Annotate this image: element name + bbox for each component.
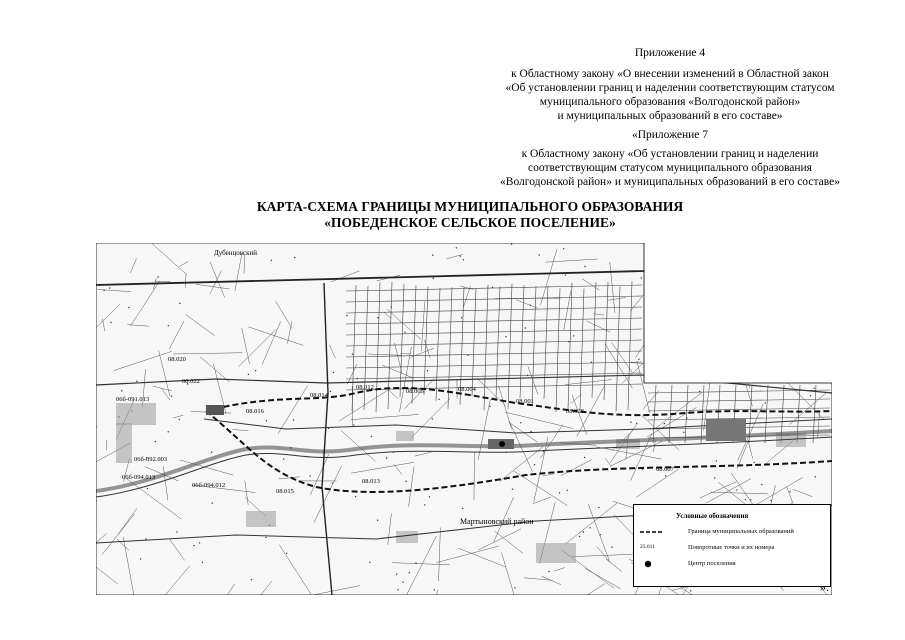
map-dot [813, 387, 814, 388]
map-dot [168, 431, 169, 432]
map-dot [309, 475, 310, 476]
map-line [714, 284, 742, 291]
map-dot [796, 256, 797, 257]
shaded-area [116, 423, 132, 463]
map-line [763, 375, 795, 378]
map-line [739, 338, 750, 388]
map-dot [741, 260, 742, 261]
map-dot [525, 327, 526, 328]
map-dot [176, 531, 177, 532]
turning-point-label: 08.005 [406, 388, 424, 395]
map-dot [754, 462, 755, 463]
settlement-marker [206, 405, 224, 415]
map-dot [377, 317, 378, 318]
map-dot [202, 562, 203, 563]
map-line [668, 250, 709, 300]
appendix-4-line: и муниципальных образований в его составе» [557, 110, 783, 122]
map-dot [534, 464, 535, 465]
map-line [794, 297, 810, 335]
map-line [712, 360, 723, 375]
map-dot [168, 325, 169, 326]
map-dot [694, 306, 695, 307]
map-dot [293, 419, 294, 420]
appendix-4-line: муниципального образования «Волгодонской район» [539, 96, 801, 108]
turning-point-label: 08.015 [276, 488, 294, 495]
map-dot [611, 546, 612, 547]
map-dot [171, 395, 172, 396]
appendix-7-line: «Волгодонской район» и муниципальных образований в его составе» [500, 176, 840, 188]
map-dot [271, 260, 272, 261]
map-dot [438, 399, 439, 400]
map-line [765, 262, 780, 290]
turning-point-label: 06б-092.003 [134, 456, 168, 463]
map-dot [636, 423, 637, 424]
map-line [829, 320, 832, 341]
map-dot [294, 257, 295, 258]
map-dot [386, 457, 387, 458]
appendix-7-block [470, 128, 870, 189]
map-dot [409, 572, 410, 573]
map-line [715, 326, 746, 337]
map-dot [591, 362, 592, 363]
turning-point-label: 08.028 [566, 408, 584, 415]
map-dot [265, 537, 266, 538]
map-dot [377, 520, 378, 521]
map-dot [584, 457, 585, 458]
map-dot [630, 422, 631, 423]
map-dot [103, 290, 104, 291]
map-dot [179, 303, 180, 304]
map-dot [179, 419, 180, 420]
legend-item-turning-point [640, 543, 826, 553]
map-dot [792, 298, 793, 299]
map-dot [346, 315, 347, 316]
map-dot [110, 322, 111, 323]
map-title-line-2: «ПОБЕДЕНСКОЕ СЕЛЬСКОЕ ПОСЕЛЕНИЕ» [324, 215, 616, 230]
turning-point-label: 08.001 [516, 398, 534, 405]
map-dot [330, 391, 331, 392]
map-dot [266, 420, 267, 421]
map-dot [765, 402, 766, 403]
map-dot [589, 527, 590, 528]
shaded-area [116, 403, 156, 425]
map-dot [559, 492, 560, 493]
turning-point-label: 08.012 [356, 384, 374, 391]
legend-title: Условные обозначения [676, 512, 749, 520]
map-dot [145, 538, 146, 539]
map-dot [415, 562, 416, 563]
map-dot [764, 328, 765, 329]
map-dot [461, 317, 462, 318]
map-dot [255, 370, 256, 371]
map-dot [638, 359, 639, 360]
map-dot [657, 342, 658, 343]
map-line [745, 247, 779, 305]
map-dot [121, 390, 122, 391]
map-dot [665, 475, 666, 476]
map-dot [212, 502, 213, 503]
map-dot [199, 542, 200, 543]
map-dot [714, 477, 715, 478]
map-line [656, 340, 664, 347]
map-line [677, 328, 697, 354]
settlement-center-dot [499, 441, 505, 447]
map-dot [404, 332, 405, 333]
turning-point-label: 08.022 [182, 378, 200, 385]
map-dot [193, 545, 194, 546]
map-dot [463, 259, 464, 260]
turning-point-label: 08.020 [168, 356, 186, 363]
map-dot [680, 311, 681, 312]
map-dot [563, 248, 564, 249]
map-dot [462, 508, 463, 509]
map-dot [748, 287, 749, 288]
map-dot [584, 266, 585, 267]
appendix-7-number: «Приложение 7 [631, 129, 709, 141]
map-dot [424, 504, 425, 505]
map-dot [641, 277, 642, 278]
map-dot [664, 423, 665, 424]
map-dot [739, 289, 740, 290]
settlement-marker [706, 419, 746, 441]
map-dot [136, 381, 137, 382]
turning-point-label: 08.016 [246, 408, 264, 415]
legend-label: Центр поселения [688, 560, 736, 567]
map-dot [714, 367, 715, 368]
map-line [694, 327, 757, 338]
map-dot [489, 406, 490, 407]
appendix-4-line: «Об установлении границ и наделении соответствующим статусом [505, 82, 835, 94]
map-dot [352, 354, 353, 355]
map-dot [211, 452, 212, 453]
map-dot [725, 296, 726, 297]
map-dot [433, 278, 434, 279]
turning-point-label: 06б-094.012 [192, 482, 226, 489]
map-dot [396, 573, 397, 574]
map-dot [434, 589, 435, 590]
boundary-line-icon [640, 527, 662, 537]
shaded-area [396, 431, 414, 441]
map-dot [147, 488, 148, 489]
place-label: Мартыновский район [460, 517, 534, 526]
shaded-area [246, 511, 276, 527]
map-dot [723, 309, 724, 310]
legend-label: Граница муниципальных образований [688, 528, 794, 535]
map-dot [770, 500, 771, 501]
turning-point-label: 06б-091.013 [116, 396, 150, 403]
map-dot [690, 590, 691, 591]
map-dot [332, 482, 333, 483]
settlement-center-icon [640, 559, 662, 569]
turning-point-label: 08.014 [310, 392, 328, 399]
shaded-area [536, 543, 576, 563]
map-dot [736, 489, 737, 490]
map-line [799, 263, 809, 274]
appendix-7-line: соответствующим статусом муниципального образования [528, 162, 812, 174]
turning-point-label: 06б-094.013 [122, 474, 156, 481]
map-line [703, 300, 732, 353]
map-dot [598, 507, 599, 508]
legend-item-boundary [640, 527, 826, 537]
map-dot [567, 490, 568, 491]
map-dot [777, 250, 778, 251]
map-dot [530, 431, 531, 432]
map-dot [825, 331, 826, 332]
map-dot [155, 441, 156, 442]
map-line [678, 303, 687, 314]
legend-label: Поворотные точки и их номера [688, 544, 775, 551]
map-dot [460, 255, 461, 256]
turning-point-label: 08.004 [458, 386, 476, 393]
map-dot [530, 305, 531, 306]
map-dot [818, 313, 819, 314]
map-dot [810, 395, 811, 396]
map-dot [548, 571, 549, 572]
turning-point-label: 08.013 [362, 478, 380, 485]
map-dot [745, 499, 746, 500]
map-dot [579, 536, 580, 537]
map-dot [140, 558, 141, 559]
appendix-4-block [480, 46, 860, 123]
map-dot [683, 432, 684, 433]
map-dot [333, 372, 334, 373]
map-line [645, 252, 649, 280]
map-dot [432, 254, 433, 255]
map-dot [512, 489, 513, 490]
map-dot [789, 491, 790, 492]
appendix-7-line: к Областному закону «Об установлении границ и наделении [521, 148, 819, 160]
map-dot [157, 276, 158, 277]
map-dot [251, 579, 252, 580]
map-dot [355, 496, 356, 497]
map-dot [514, 587, 515, 588]
legend-item-center [640, 559, 826, 569]
map-dot [538, 254, 539, 255]
shaded-area [396, 531, 418, 543]
place-label: Дубенцовский [214, 249, 258, 257]
legend-code: 25.011 [640, 544, 655, 550]
map-dot [429, 496, 430, 497]
map-dot [583, 531, 584, 532]
appendix-4-number: Приложение 4 [634, 47, 706, 59]
map-dot [248, 374, 249, 375]
map-line [784, 252, 801, 305]
map-dot [761, 484, 762, 485]
map-dot [709, 315, 710, 316]
map-dot [750, 499, 751, 500]
map-dot [286, 553, 287, 554]
map-dot [369, 562, 370, 563]
map-dot [432, 418, 433, 419]
map-dot [128, 307, 129, 308]
map-dot [600, 534, 601, 535]
map-dot [511, 243, 512, 244]
map-dot [109, 287, 110, 288]
map-dot [565, 274, 566, 275]
map-dot [573, 335, 574, 336]
closing-quote-mark: ». [820, 580, 829, 594]
appendix-4-line: к Областному закону «О внесении изменений в Областной закон [511, 68, 829, 80]
map-line [736, 259, 766, 306]
map-dot [402, 581, 403, 582]
map-dot [520, 422, 521, 423]
map-dot [283, 458, 284, 459]
map-dot [371, 436, 372, 437]
map-line [827, 315, 832, 362]
map-dot [353, 424, 354, 425]
map-dot [505, 336, 506, 337]
map-dot [397, 589, 398, 590]
map-dot [427, 370, 428, 371]
map-title-line-1: КАРТА-СХЕМА ГРАНИЦЫ МУНИЦИПАЛЬНОГО ОБРАЗОВАНИЯ [256, 199, 684, 214]
map-dot [815, 476, 816, 477]
map-dot [754, 321, 755, 322]
turning-point-label: 08.007 [656, 466, 674, 473]
map-dot [405, 481, 406, 482]
map-dot [716, 460, 717, 461]
map-legend [633, 504, 831, 587]
map-dot [456, 247, 457, 248]
map-line [798, 269, 819, 272]
map-line [808, 345, 832, 353]
